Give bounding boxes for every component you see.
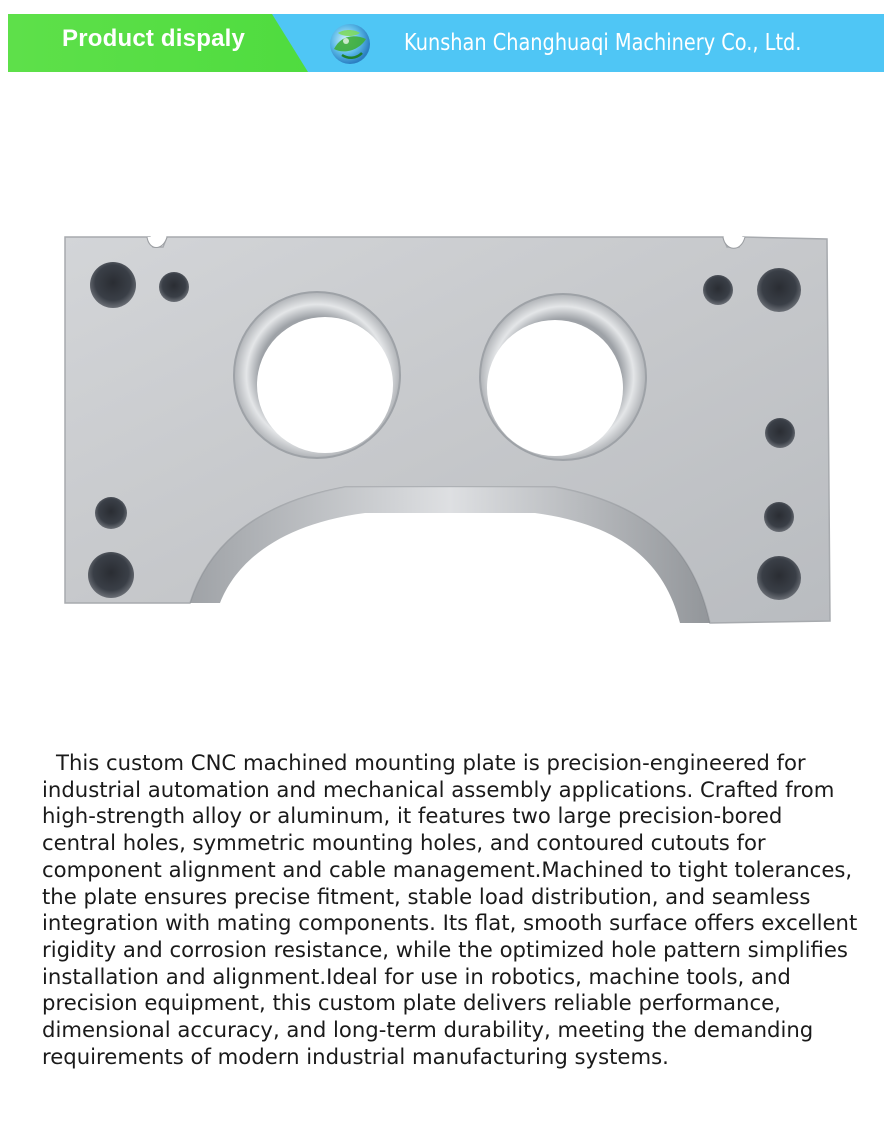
- section-title: Product dispaly: [62, 25, 246, 52]
- left-bore: [234, 292, 400, 458]
- product-description: This custom CNC machined mounting plate is precision-engineered for industrial automation and mechanical assembly applications. Crafted from high-strength alloy or aluminum, it features two large precision-bored central holes, symmetric mounting holes, and contoured cutouts for component alignment and cable management.Machined to tight tolerances, the plate ensures precise fitment, stable load distribution, and seamless integration with mating components. Its flat, smooth surface offers excellent rigidity and corrosion resistance, while the optimized hole pattern simplifies installation and alignment.Ideal for use in robotics, machine tools, and precision equipment, this custom plate delivers reliable performance, dimensional accuracy, and long-term durability, meeting the demanding requirements of modern industrial manufacturing systems.: [42, 750, 858, 1069]
- company-name: Kunshan Changhuaqi Machinery Co., Ltd.: [404, 30, 802, 56]
- globe-leaf-logo-icon: [324, 19, 376, 69]
- cnc-mounting-plate-image: [55, 225, 845, 635]
- right-bore: [480, 294, 646, 460]
- header-banner: [8, 14, 884, 72]
